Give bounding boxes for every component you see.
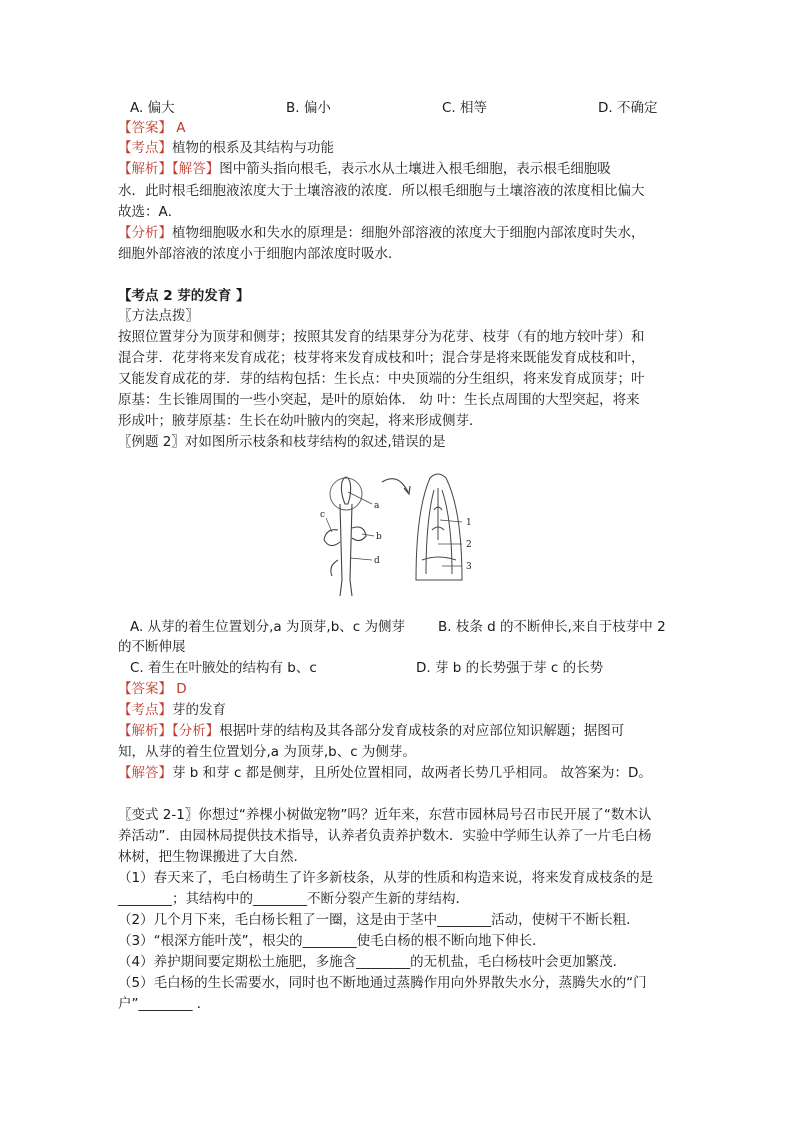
example-question (118, 432, 446, 452)
variant-q1: （1）春天来了，毛白杨萌生了许多新枝条，从芽的性质和构造来说，将来发育成枝条的是 (118, 870, 654, 886)
variant-line: 林树，把生物课搬进了大自然． (118, 849, 307, 865)
jieda-tag: 【解答】 (118, 765, 172, 781)
fenxi-text: 植物细胞吸水和失水的原理是：细胞外部溶液的浓度大于细胞内部浓度时失水， (172, 225, 645, 241)
example-jiexi-line-2: 知，从芽的着生位置划分,a 为顶芽,b、c 为侧芽。 (118, 744, 416, 760)
answer-value: A (172, 120, 186, 136)
fig-label-a: a (374, 501, 380, 511)
method-line: 原基：生长锥周围的一些小突起，是叶的原始体． 幼 叶：生长点周围的大型突起，将来 (118, 392, 640, 408)
q1-jiexi-line-1 (118, 159, 611, 179)
jiexi-tag: 【解析】【解答】 (118, 161, 220, 177)
example-option-d: D. 芽 b 的长势强于芽 c 的长势 (416, 660, 604, 676)
method-line: 又能发育成花的芽．芽的结构包括：生长点：中央顶端的分生组织，将来发育成顶芽；叶 (118, 371, 645, 387)
example-option-b: B. 枝条 d 的不断伸长,来自于枝芽中 2 (438, 619, 666, 635)
variant-q5: （5）毛白杨的生长需要水，同时也不断地通过蒸腾作用向外界散失水分，蒸腾失水的“门 (118, 975, 647, 991)
method-line: 按照位置芽分为顶芽和侧芽；按照其发育的结果芽分为花芽、枝芽（有的地方较叶芽）和 (118, 329, 645, 345)
example-jiexi-line-1 (118, 721, 624, 741)
q1-fenxi-line-1 (118, 223, 645, 243)
fig-label-c: c (320, 510, 326, 520)
example-answer (118, 679, 187, 699)
example-jieda (118, 763, 652, 783)
example-kaodian (118, 700, 226, 720)
branch-drawing (324, 477, 374, 596)
kaodian-text: 植物的根系及其结构与功能 (172, 140, 334, 156)
highlight-circle (330, 478, 362, 510)
variant-q4: （4）养护期间要定期松土施肥，多施含________的无机盐，毛白杨枝叶会更加繁茂． (118, 954, 627, 970)
option-b: B. 偏小 (286, 100, 331, 116)
variant-line: 养活动”．由园林局提供技术指导，认养者负责养护数木．实验中学师生认养了一片毛白杨 (118, 828, 652, 844)
option-d: D. 不确定 (598, 100, 658, 116)
kaodian-text: 芽的发育 (172, 702, 226, 718)
method-tag: 〖方法点拨〗 (118, 308, 199, 324)
jiexi-text: 图中箭头指向根毛，表示水从土壤进入根毛细胞，表示根毛细胞吸 (219, 161, 611, 177)
variant-intro (118, 805, 651, 825)
jiexi-tag: 【解析】【分析】 (118, 723, 220, 739)
variant-q1-cont: ________；其结构中的________不断分裂产生新的芽结构． (118, 891, 469, 907)
example-option-b-cont: 的不断伸展 (118, 639, 186, 655)
variant-q3: （3）“根深方能叶茂”，根尖的________使毛白杨的根不断向地下伸长． (118, 933, 546, 949)
fig-label-1: 1 (466, 518, 472, 528)
section-heading: 【考点 2 芽的发育 】 (118, 288, 250, 304)
example-option-c: C. 着生在叶腋处的结构有 b、c (130, 660, 317, 676)
method-line: 混合芽．花芽将来发育成花；枝芽将来发育成枝和叶；混合芽是将来既能发育成枝和叶， (118, 350, 645, 366)
jiexi-text: 根据叶芽的结构及其各部分发育成枝条的对应部位知识解题；据图可 (219, 723, 625, 739)
q1-answer (118, 118, 186, 138)
q1-jiexi-line-2: 水．此时根毛细胞液浓度大于土壤溶液的浓度．所以根毛细胞与土壤溶液的浓度相比偏大 (118, 183, 645, 199)
answer-tag: 【答案】 (118, 681, 172, 697)
example-text: 对如图所示枝条和枝芽结构的叙述,错误的是 (184, 434, 446, 450)
q1-jiexi-line-3: 故选：A． (118, 204, 182, 220)
answer-tag: 【答案】 (118, 120, 172, 136)
q1-kaodian (118, 138, 334, 158)
bud-section-drawing (416, 474, 462, 580)
method-line: 形成叶；腋芽原基：生长在幼叶腋内的突起，将来形成侧芽． (118, 413, 483, 429)
jieda-text: 芽 b 和芽 c 都是侧芽，且所处位置相同，故两者长势几乎相同。 故答案为：D。 (172, 765, 652, 781)
fig-label-3: 3 (466, 562, 472, 572)
kaodian-tag: 【考点】 (118, 140, 172, 156)
branch-bud-figure (312, 470, 492, 600)
example-tag: 〖例题 2〗 (118, 434, 185, 450)
option-c: C. 相等 (442, 100, 488, 116)
answer-value: D (172, 681, 187, 697)
arrow-icon (382, 479, 408, 492)
fig-label-2: 2 (466, 540, 472, 550)
example-option-a: A. 从芽的着生位置划分,a 为顶芽,b、c 为侧芽 (130, 619, 406, 635)
variant-tag: 〖变式 2-1〗 (118, 807, 199, 823)
fig-label-b: b (376, 532, 382, 542)
variant-q2: （2）几个月下来，毛白杨长粗了一圈，这是由于茎中________活动，使树干不断长粗． (118, 912, 640, 928)
variant-text: 你想过“养棵小树做宠物”吗？近年来，东营市园林局号召市民开展了“数木认 (198, 807, 652, 823)
q1-fenxi-line-2: 细胞外部溶液的浓度小于细胞内部浓度时吸水． (118, 246, 402, 262)
option-a: A. 偏大 (130, 100, 175, 116)
fenxi-tag: 【分析】 (118, 225, 172, 241)
variant-q5-cont: 户”________ ． (118, 996, 211, 1012)
fig-label-d: d (374, 556, 380, 566)
kaodian-tag: 【考点】 (118, 702, 172, 718)
